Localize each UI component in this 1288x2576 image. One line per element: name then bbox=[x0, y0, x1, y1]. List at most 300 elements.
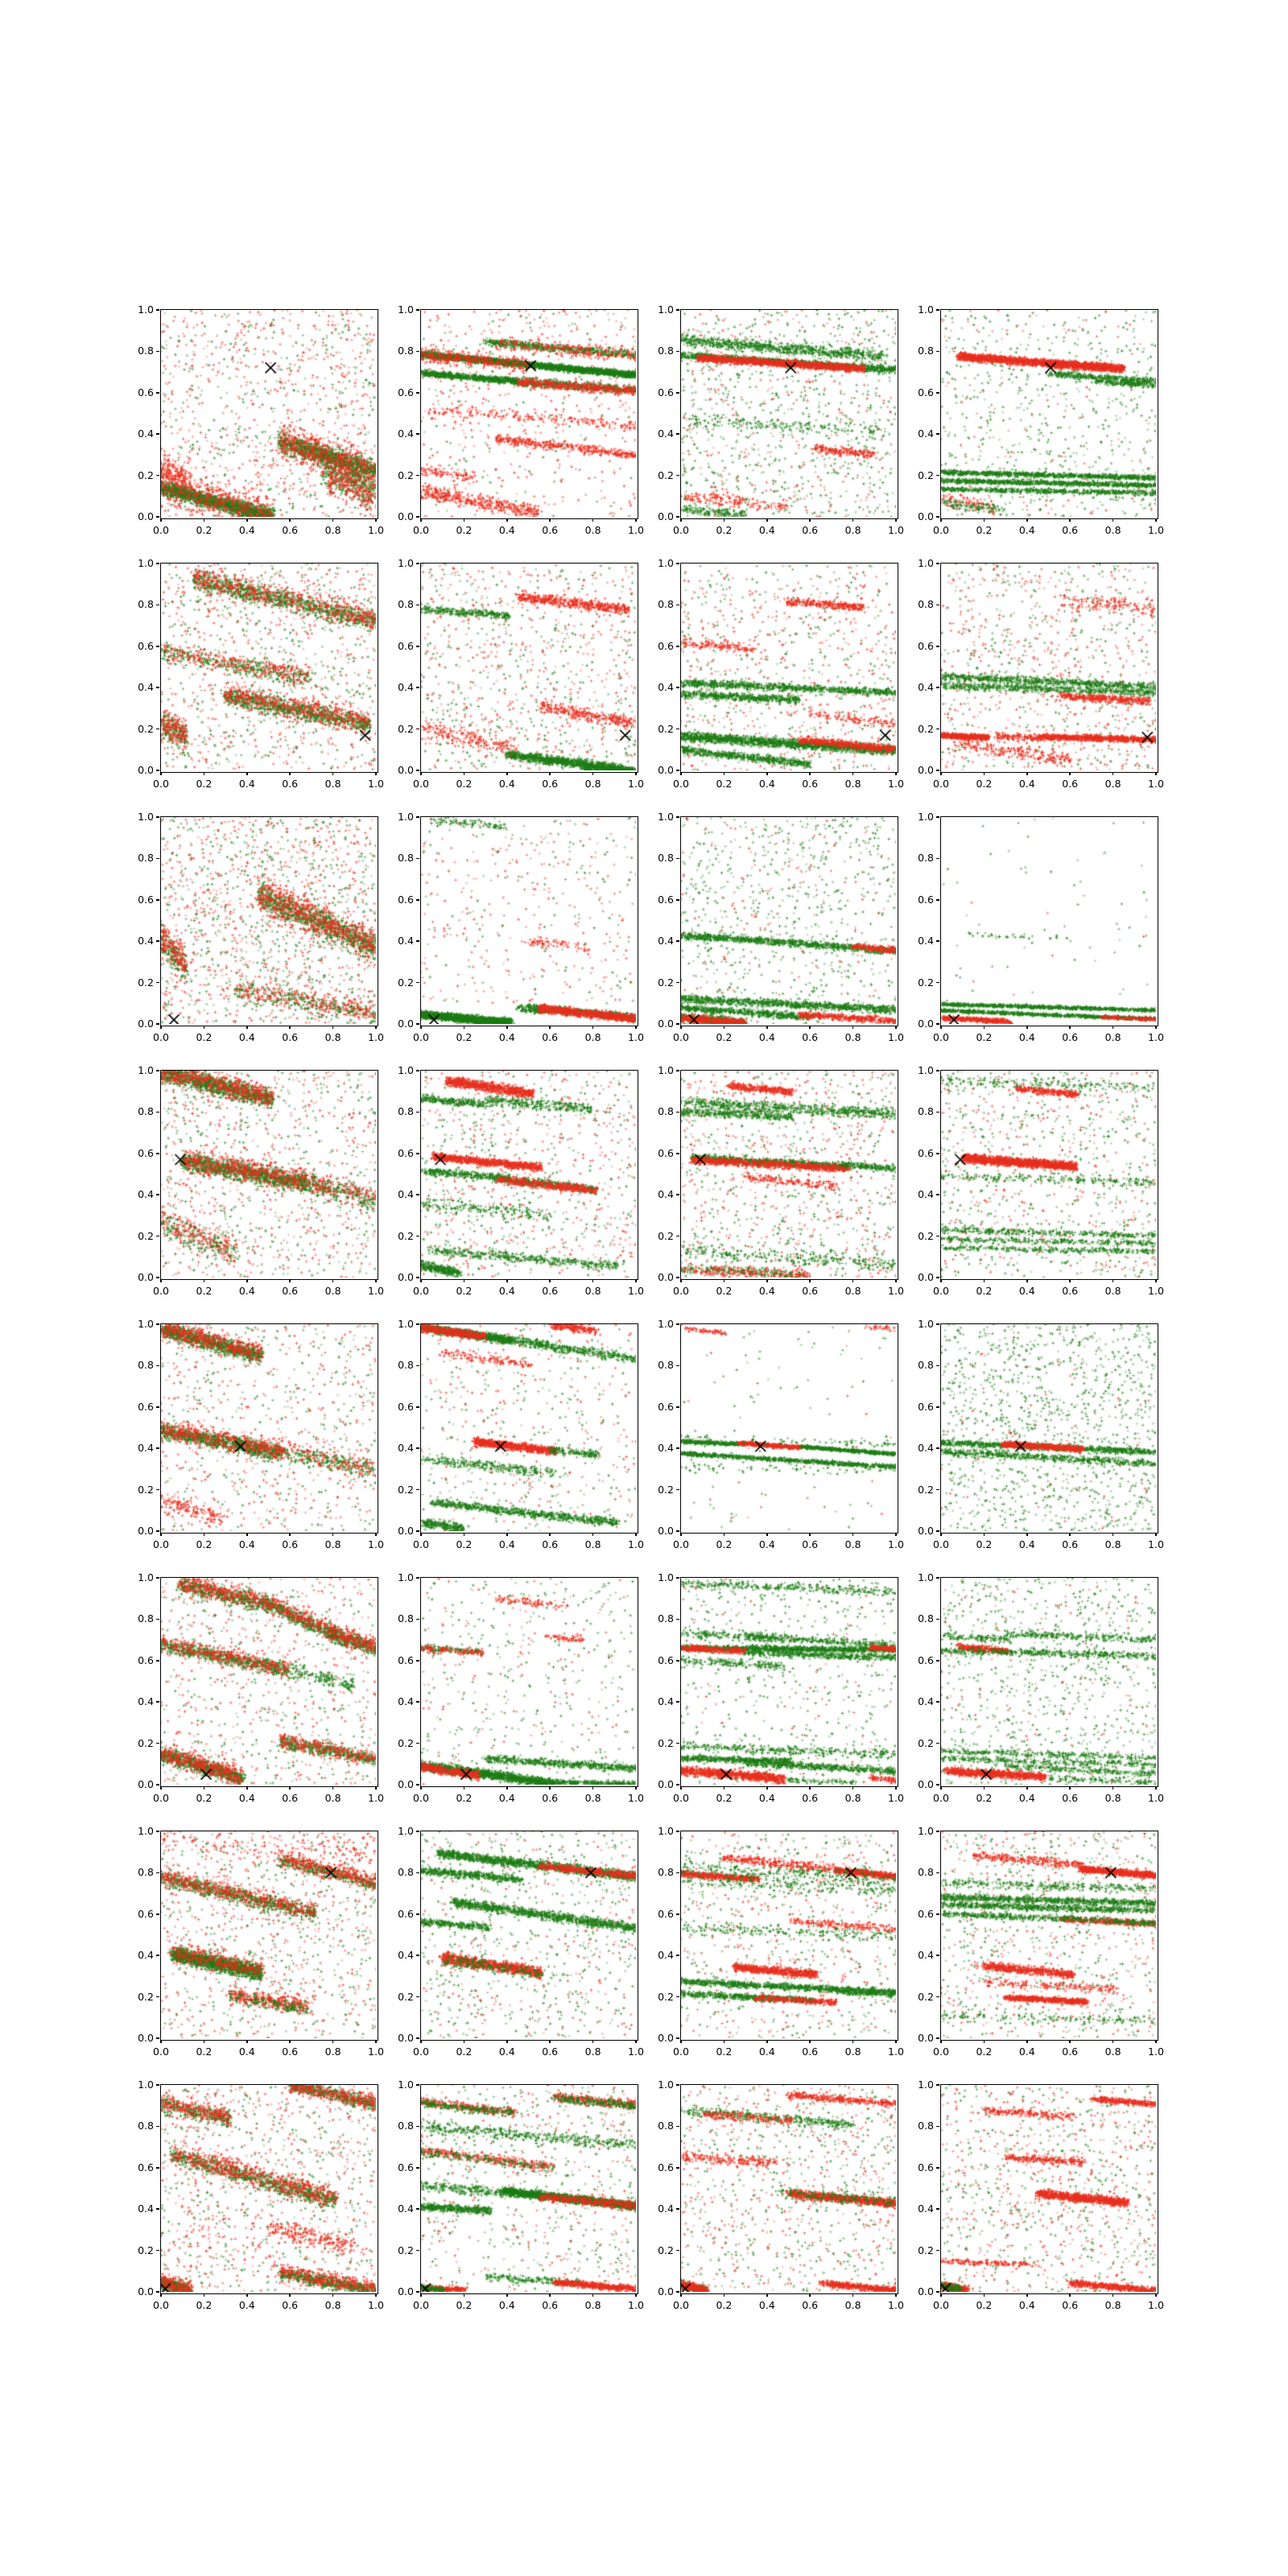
x-tick-mark bbox=[809, 518, 811, 522]
y-tick-mark bbox=[676, 1913, 679, 1915]
y-tick-label: 0.0 bbox=[658, 2032, 674, 2044]
y-tick-label: 0.2 bbox=[658, 469, 674, 481]
y-tick-mark bbox=[416, 1530, 419, 1532]
x-tick-mark bbox=[635, 1026, 637, 1029]
x-tick-mark bbox=[809, 1279, 811, 1282]
y-tick-mark bbox=[416, 1194, 419, 1195]
y-tick-label: 0.4 bbox=[658, 935, 674, 947]
y-tick-mark bbox=[416, 2167, 419, 2169]
y-tick-label: 1.0 bbox=[918, 1571, 934, 1583]
x-tick-label: 1.0 bbox=[888, 2299, 904, 2311]
y-tick-label: 0.0 bbox=[918, 1778, 934, 1790]
x-tick-label: 1.0 bbox=[628, 1285, 644, 1297]
x-tick-label: 0.6 bbox=[1062, 1792, 1079, 1804]
y-tick-mark bbox=[416, 2250, 419, 2252]
x-tick-mark bbox=[680, 1533, 682, 1536]
y-tick-label: 0.2 bbox=[398, 1990, 414, 2003]
y-tick-label: 0.4 bbox=[658, 427, 674, 440]
y-tick-label: 0.0 bbox=[918, 764, 934, 776]
x-tick-mark bbox=[549, 772, 551, 775]
x-tick-label: 1.0 bbox=[1148, 524, 1164, 536]
subplot-r1c3 bbox=[658, 303, 904, 536]
y-tick-label: 1.0 bbox=[658, 1318, 674, 1330]
x-tick-label: 0.2 bbox=[456, 1538, 473, 1550]
x-tick-label: 0.6 bbox=[1062, 1285, 1079, 1297]
subplot-r3c2 bbox=[398, 811, 644, 1043]
x-tick-label: 0.6 bbox=[1062, 524, 1079, 536]
x-tick-label: 0.4 bbox=[1018, 1285, 1035, 1297]
x-tick-mark bbox=[332, 772, 334, 775]
y-tick-mark bbox=[936, 2037, 939, 2039]
y-tick-mark bbox=[416, 1365, 419, 1367]
y-tick-mark bbox=[416, 2126, 419, 2128]
y-tick-label: 0.6 bbox=[138, 893, 154, 906]
x-tick-label: 1.0 bbox=[1148, 2046, 1164, 2058]
x-tick-mark bbox=[724, 2293, 725, 2297]
x-tick-label: 1.0 bbox=[628, 2299, 644, 2311]
y-tick-label: 1.0 bbox=[658, 1064, 674, 1076]
y-tick-mark bbox=[416, 729, 419, 730]
y-tick-label: 0.2 bbox=[138, 1990, 154, 2003]
scatter-canvas bbox=[161, 1324, 376, 1531]
x-tick-mark bbox=[852, 772, 854, 775]
y-tick-label: 0.8 bbox=[918, 1612, 934, 1625]
y-tick-mark bbox=[156, 1447, 159, 1449]
x-tick-label: 1.0 bbox=[888, 2046, 904, 2058]
x-tick-label: 0.0 bbox=[153, 1538, 169, 1550]
subplot-r8c2 bbox=[398, 2079, 644, 2311]
x-tick-mark bbox=[592, 1786, 594, 1790]
scatter-canvas bbox=[421, 1324, 636, 1531]
x-tick-mark bbox=[464, 2040, 465, 2043]
x-tick-mark bbox=[506, 1786, 508, 1790]
x-tick-mark bbox=[160, 1279, 162, 1282]
x-tick-label: 0.0 bbox=[933, 778, 949, 790]
y-tick-label: 1.0 bbox=[398, 303, 414, 316]
y-tick-mark bbox=[156, 1530, 159, 1532]
y-tick-mark bbox=[936, 1660, 939, 1662]
x-tick-label: 0.8 bbox=[584, 1285, 601, 1297]
x-tick-label: 0.0 bbox=[153, 524, 169, 536]
y-tick-label: 0.8 bbox=[658, 345, 674, 357]
y-tick-mark bbox=[676, 687, 679, 688]
y-tick-mark bbox=[156, 1489, 159, 1491]
x-tick-mark bbox=[549, 1279, 551, 1282]
x-tick-mark bbox=[1155, 1279, 1157, 1282]
subplot-r5c3 bbox=[658, 1318, 904, 1550]
x-tick-mark bbox=[1155, 1026, 1157, 1029]
x-tick-mark bbox=[809, 1786, 811, 1790]
y-tick-label: 0.8 bbox=[658, 852, 674, 865]
x-tick-label: 0.2 bbox=[716, 1792, 733, 1804]
y-tick-label: 0.4 bbox=[918, 681, 934, 694]
y-tick-mark bbox=[156, 1872, 159, 1874]
x-tick-label: 0.4 bbox=[1018, 2046, 1035, 2058]
subplot-r4c3 bbox=[658, 1064, 904, 1297]
x-tick-label: 0.4 bbox=[758, 1538, 775, 1550]
y-tick-mark bbox=[936, 1277, 939, 1278]
y-tick-mark bbox=[156, 1323, 159, 1325]
x-tick-mark bbox=[1026, 1786, 1028, 1790]
x-tick-label: 1.0 bbox=[368, 1031, 384, 1043]
x-tick-label: 0.8 bbox=[584, 1792, 601, 1804]
x-tick-mark bbox=[766, 2040, 768, 2043]
x-tick-label: 1.0 bbox=[628, 1792, 644, 1804]
y-tick-mark bbox=[936, 1406, 939, 1408]
y-tick-label: 0.2 bbox=[918, 1736, 934, 1749]
x-tick-mark bbox=[1026, 518, 1028, 522]
scatter-canvas bbox=[161, 1831, 376, 2038]
x-tick-label: 0.6 bbox=[1062, 1538, 1079, 1550]
y-tick-mark bbox=[676, 351, 679, 353]
y-tick-mark bbox=[156, 309, 159, 311]
y-tick-label: 0.4 bbox=[398, 1188, 414, 1201]
y-tick-label: 1.0 bbox=[918, 1825, 934, 1837]
y-tick-label: 0.0 bbox=[398, 764, 414, 776]
y-tick-label: 0.0 bbox=[658, 510, 674, 522]
x-tick-mark bbox=[1026, 1026, 1028, 1029]
x-tick-mark bbox=[1069, 2040, 1071, 2043]
x-tick-mark bbox=[680, 2293, 682, 2297]
x-tick-label: 0.2 bbox=[456, 1792, 473, 1804]
y-tick-label: 1.0 bbox=[918, 1064, 934, 1076]
y-tick-mark bbox=[936, 351, 939, 353]
x-tick-label: 1.0 bbox=[368, 1285, 384, 1297]
x-tick-mark bbox=[940, 772, 942, 775]
x-tick-label: 0.6 bbox=[802, 524, 819, 536]
y-tick-mark bbox=[936, 1743, 939, 1744]
y-tick-mark bbox=[416, 1277, 419, 1278]
x-tick-mark bbox=[204, 2293, 205, 2297]
y-tick-label: 0.6 bbox=[658, 1907, 674, 1920]
scatter-canvas bbox=[681, 310, 896, 517]
y-tick-mark bbox=[156, 1955, 159, 1956]
x-tick-mark bbox=[375, 1279, 377, 1282]
y-tick-label: 0.2 bbox=[918, 1483, 934, 1496]
y-tick-label: 1.0 bbox=[918, 811, 934, 823]
subplot-r7c1 bbox=[138, 1825, 384, 2058]
y-tick-label: 0.2 bbox=[658, 1229, 674, 1242]
y-tick-label: 0.8 bbox=[918, 1866, 934, 1879]
y-tick-label: 0.6 bbox=[138, 386, 154, 398]
x-tick-mark bbox=[204, 1279, 205, 1282]
x-tick-label: 0.2 bbox=[196, 524, 213, 536]
x-tick-mark bbox=[506, 2040, 508, 2043]
y-tick-label: 0.8 bbox=[398, 1866, 414, 1879]
y-tick-label: 0.0 bbox=[658, 1525, 674, 1537]
x-tick-mark bbox=[592, 2293, 594, 2297]
x-tick-mark bbox=[1113, 1026, 1114, 1029]
x-tick-label: 1.0 bbox=[1148, 2299, 1164, 2311]
y-tick-mark bbox=[416, 1577, 419, 1579]
y-tick-label: 0.4 bbox=[918, 1188, 934, 1201]
y-tick-mark bbox=[936, 816, 939, 818]
x-tick-mark bbox=[246, 518, 248, 522]
x-tick-label: 0.4 bbox=[498, 2299, 515, 2311]
x-tick-label: 0.2 bbox=[976, 2046, 993, 2058]
x-tick-label: 0.6 bbox=[542, 1031, 559, 1043]
x-tick-label: 0.0 bbox=[413, 1285, 429, 1297]
y-tick-label: 0.8 bbox=[138, 1105, 154, 1118]
y-tick-mark bbox=[676, 1153, 679, 1154]
subplot-r2c2 bbox=[398, 557, 644, 790]
y-tick-label: 0.8 bbox=[658, 1359, 674, 1372]
x-tick-mark bbox=[420, 2040, 422, 2043]
y-tick-label: 0.0 bbox=[918, 1018, 934, 1030]
x-tick-mark bbox=[1026, 1533, 1028, 1536]
x-tick-label: 1.0 bbox=[1148, 1792, 1164, 1804]
x-tick-mark bbox=[420, 1026, 422, 1029]
y-tick-label: 0.6 bbox=[918, 1146, 934, 1159]
x-tick-mark bbox=[420, 518, 422, 522]
y-tick-label: 0.2 bbox=[138, 1483, 154, 1496]
y-tick-mark bbox=[416, 1743, 419, 1744]
x-tick-mark bbox=[852, 2040, 854, 2043]
x-tick-label: 0.6 bbox=[282, 1538, 299, 1550]
x-tick-mark bbox=[635, 772, 637, 775]
y-tick-mark bbox=[676, 309, 679, 311]
x-tick-mark bbox=[420, 1279, 422, 1282]
x-tick-label: 0.0 bbox=[413, 2046, 429, 2058]
y-tick-label: 0.0 bbox=[138, 1018, 154, 1030]
x-tick-label: 0.2 bbox=[976, 1538, 993, 1550]
x-tick-mark bbox=[332, 2293, 334, 2297]
x-tick-mark bbox=[160, 518, 162, 522]
y-tick-mark bbox=[676, 646, 679, 647]
y-tick-mark bbox=[676, 1660, 679, 1662]
x-tick-label: 0.8 bbox=[324, 1285, 341, 1297]
y-tick-label: 0.0 bbox=[658, 764, 674, 776]
y-tick-label: 0.6 bbox=[918, 1400, 934, 1413]
x-tick-label: 0.8 bbox=[324, 2046, 341, 2058]
x-tick-label: 0.2 bbox=[196, 778, 213, 790]
x-tick-label: 0.8 bbox=[324, 1792, 341, 1804]
x-tick-mark bbox=[766, 1533, 768, 1536]
y-tick-label: 0.8 bbox=[918, 1105, 934, 1118]
x-tick-mark bbox=[289, 1279, 291, 1282]
y-tick-mark bbox=[416, 1872, 419, 1874]
y-tick-mark bbox=[676, 816, 679, 818]
y-tick-label: 0.6 bbox=[918, 2161, 934, 2174]
y-tick-mark bbox=[416, 1070, 419, 1071]
x-tick-mark bbox=[160, 1533, 162, 1536]
x-tick-mark bbox=[289, 772, 291, 775]
y-tick-label: 0.0 bbox=[398, 2032, 414, 2044]
y-tick-mark bbox=[936, 1955, 939, 1956]
y-tick-mark bbox=[156, 770, 159, 771]
x-tick-mark bbox=[246, 2040, 248, 2043]
x-tick-mark bbox=[1069, 1279, 1071, 1282]
x-tick-label: 0.6 bbox=[282, 778, 299, 790]
y-tick-mark bbox=[416, 563, 419, 564]
y-tick-label: 1.0 bbox=[138, 2079, 154, 2091]
y-tick-label: 0.0 bbox=[398, 1018, 414, 1030]
y-tick-label: 0.8 bbox=[138, 852, 154, 865]
y-tick-label: 1.0 bbox=[918, 303, 934, 316]
y-tick-mark bbox=[416, 433, 419, 435]
x-tick-label: 0.6 bbox=[542, 778, 559, 790]
y-tick-label: 0.8 bbox=[658, 1612, 674, 1625]
x-tick-label: 0.0 bbox=[413, 778, 429, 790]
x-tick-mark bbox=[680, 1786, 682, 1790]
y-tick-label: 0.6 bbox=[138, 1907, 154, 1920]
x-tick-label: 0.8 bbox=[584, 778, 601, 790]
y-tick-label: 0.4 bbox=[918, 1949, 934, 1962]
y-tick-label: 1.0 bbox=[658, 557, 674, 569]
y-tick-mark bbox=[676, 729, 679, 730]
scatter-canvas bbox=[941, 817, 1156, 1024]
x-tick-mark bbox=[984, 1026, 985, 1029]
y-tick-mark bbox=[156, 2291, 159, 2293]
y-tick-label: 0.4 bbox=[658, 1949, 674, 1962]
y-tick-mark bbox=[676, 2250, 679, 2252]
x-tick-label: 0.2 bbox=[716, 2046, 733, 2058]
y-tick-label: 0.8 bbox=[398, 598, 414, 611]
y-tick-label: 0.6 bbox=[658, 639, 674, 652]
x-tick-label: 0.8 bbox=[584, 2046, 601, 2058]
x-tick-label: 0.2 bbox=[196, 2299, 213, 2311]
y-tick-mark bbox=[416, 1913, 419, 1915]
x-tick-label: 1.0 bbox=[888, 1285, 904, 1297]
y-tick-mark bbox=[676, 1236, 679, 1237]
x-tick-mark bbox=[204, 1786, 205, 1790]
x-tick-mark bbox=[724, 1533, 725, 1536]
scatter-canvas bbox=[681, 817, 896, 1024]
y-tick-label: 0.4 bbox=[658, 1188, 674, 1201]
x-tick-label: 1.0 bbox=[368, 524, 384, 536]
x-tick-mark bbox=[506, 1279, 508, 1282]
x-tick-label: 0.6 bbox=[1062, 1031, 1079, 1043]
y-tick-mark bbox=[936, 1872, 939, 1874]
x-tick-mark bbox=[984, 1533, 985, 1536]
x-tick-mark bbox=[1113, 518, 1114, 522]
x-tick-mark bbox=[809, 1533, 811, 1536]
y-tick-mark bbox=[936, 2167, 939, 2169]
x-tick-label: 0.4 bbox=[758, 1285, 775, 1297]
scatter-canvas bbox=[421, 2085, 636, 2292]
x-tick-mark bbox=[635, 1279, 637, 1282]
y-tick-label: 0.0 bbox=[138, 1778, 154, 1790]
y-tick-mark bbox=[676, 2126, 679, 2128]
y-tick-mark bbox=[936, 1996, 939, 1998]
x-tick-mark bbox=[852, 1279, 854, 1282]
y-tick-mark bbox=[156, 1831, 159, 1832]
x-tick-mark bbox=[895, 2293, 897, 2297]
x-tick-label: 0.2 bbox=[716, 1285, 733, 1297]
x-tick-label: 0.0 bbox=[933, 1538, 949, 1550]
y-tick-mark bbox=[676, 1996, 679, 1998]
x-tick-mark bbox=[375, 1786, 377, 1790]
y-tick-mark bbox=[676, 1365, 679, 1367]
y-tick-label: 0.4 bbox=[138, 935, 154, 947]
x-tick-label: 0.4 bbox=[1018, 1538, 1035, 1550]
y-tick-mark bbox=[156, 729, 159, 730]
y-tick-mark bbox=[676, 433, 679, 435]
y-tick-label: 1.0 bbox=[138, 1064, 154, 1076]
y-tick-label: 0.2 bbox=[138, 976, 154, 989]
x-tick-mark bbox=[1113, 1786, 1114, 1790]
y-tick-label: 0.0 bbox=[138, 1271, 154, 1283]
x-tick-mark bbox=[332, 518, 334, 522]
y-tick-label: 1.0 bbox=[658, 303, 674, 316]
x-tick-mark bbox=[204, 1533, 205, 1536]
y-tick-label: 0.8 bbox=[398, 1612, 414, 1625]
x-tick-mark bbox=[332, 1026, 334, 1029]
y-tick-mark bbox=[156, 2126, 159, 2128]
y-tick-label: 0.4 bbox=[918, 1442, 934, 1455]
x-tick-mark bbox=[160, 1786, 162, 1790]
y-tick-mark bbox=[416, 1112, 419, 1113]
y-tick-label: 0.6 bbox=[658, 1653, 674, 1666]
x-tick-mark bbox=[940, 2040, 942, 2043]
x-tick-mark bbox=[246, 1786, 248, 1790]
y-tick-mark bbox=[156, 940, 159, 942]
y-tick-mark bbox=[416, 2037, 419, 2039]
x-tick-label: 0.6 bbox=[802, 1792, 819, 1804]
y-tick-mark bbox=[676, 1784, 679, 1785]
y-tick-label: 0.8 bbox=[658, 1105, 674, 1118]
x-tick-mark bbox=[1026, 2040, 1028, 2043]
x-tick-label: 0.2 bbox=[456, 778, 473, 790]
y-tick-label: 0.2 bbox=[918, 469, 934, 481]
x-tick-mark bbox=[895, 2040, 897, 2043]
x-tick-label: 0.6 bbox=[802, 778, 819, 790]
y-tick-mark bbox=[416, 899, 419, 901]
scatter-canvas bbox=[941, 2085, 1156, 2292]
x-tick-label: 0.4 bbox=[498, 1031, 515, 1043]
x-tick-mark bbox=[1069, 772, 1071, 775]
scatter-canvas bbox=[161, 1071, 376, 1278]
y-tick-mark bbox=[936, 1365, 939, 1367]
y-tick-mark bbox=[936, 1913, 939, 1915]
y-tick-mark bbox=[156, 899, 159, 901]
subplot-r4c1 bbox=[138, 1064, 384, 1297]
y-tick-label: 0.8 bbox=[138, 345, 154, 357]
y-tick-mark bbox=[156, 858, 159, 860]
x-tick-label: 0.4 bbox=[758, 1031, 775, 1043]
scatter-canvas bbox=[941, 564, 1156, 770]
y-tick-mark bbox=[156, 516, 159, 518]
y-tick-mark bbox=[416, 1701, 419, 1703]
x-tick-label: 1.0 bbox=[1148, 1285, 1164, 1297]
x-tick-label: 0.4 bbox=[238, 1285, 255, 1297]
x-tick-mark bbox=[766, 518, 768, 522]
y-tick-label: 0.8 bbox=[918, 345, 934, 357]
x-tick-mark bbox=[809, 2293, 811, 2297]
x-tick-mark bbox=[160, 772, 162, 775]
scatter-canvas bbox=[681, 2085, 896, 2292]
scatter-canvas bbox=[941, 1578, 1156, 1785]
x-tick-label: 0.2 bbox=[196, 1031, 213, 1043]
x-tick-label: 0.0 bbox=[413, 524, 429, 536]
y-tick-label: 0.0 bbox=[138, 1525, 154, 1537]
scatter-canvas bbox=[941, 310, 1156, 517]
y-tick-mark bbox=[676, 1323, 679, 1325]
y-tick-label: 0.2 bbox=[658, 2244, 674, 2256]
x-tick-mark bbox=[766, 2293, 768, 2297]
x-tick-label: 0.8 bbox=[1104, 2299, 1121, 2311]
x-tick-label: 0.0 bbox=[673, 2046, 689, 2058]
y-tick-label: 0.8 bbox=[398, 852, 414, 865]
x-tick-label: 0.8 bbox=[584, 524, 601, 536]
y-tick-label: 1.0 bbox=[398, 1825, 414, 1837]
x-tick-mark bbox=[895, 1786, 897, 1790]
y-tick-mark bbox=[416, 605, 419, 606]
x-tick-label: 0.4 bbox=[238, 524, 255, 536]
subplot-r7c3 bbox=[658, 1825, 904, 2058]
x-tick-label: 0.6 bbox=[282, 524, 299, 536]
x-tick-mark bbox=[984, 772, 985, 775]
